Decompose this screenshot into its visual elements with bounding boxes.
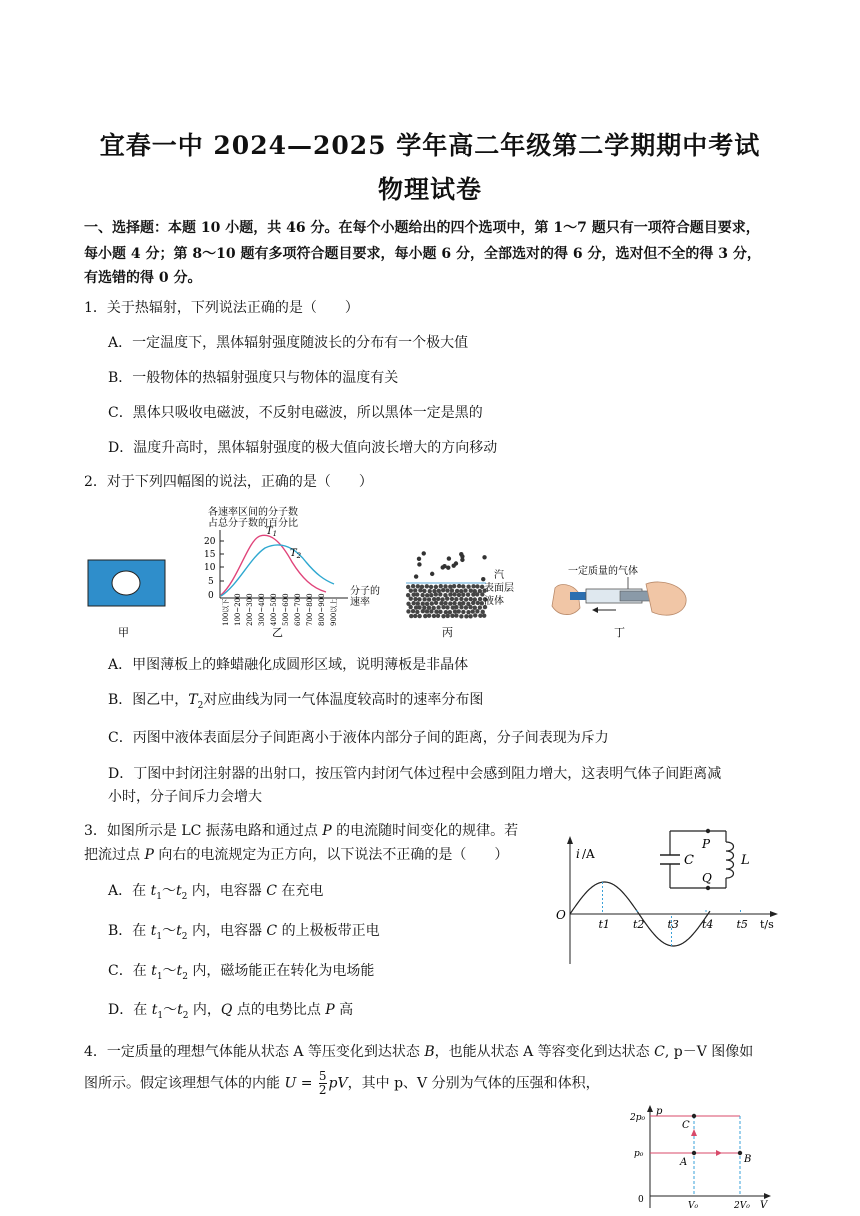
- section-instructions-line-3: 有选错的得 0 分。: [84, 270, 202, 286]
- liquid-molecule: [425, 593, 429, 597]
- liquid-molecule: [418, 588, 422, 592]
- exam-title: 宜春一中 2024—2025 学年高二年级第二学期期中考试: [99, 131, 761, 160]
- figure-yi: [204, 505, 380, 639]
- liquid-molecule: [455, 589, 459, 593]
- section-instructions-line-2: 每小题 4 分；第 8～10 题有多项符合题目要求，每小题 6 分，全部选对的得 6 分，选对但不全的得 3 分，: [84, 246, 761, 262]
- liquid-molecule: [430, 601, 434, 605]
- vapor-molecule: [481, 577, 485, 581]
- liquid-molecule: [448, 592, 452, 596]
- liquid-molecule: [413, 597, 417, 601]
- liquid-molecule: [429, 593, 433, 597]
- graph-title-line-1: 各速率区间的分子数: [208, 507, 298, 518]
- liquid-molecule: [417, 614, 421, 618]
- x-tick: 300~400: [258, 593, 266, 626]
- x-tick: 500~600: [282, 593, 290, 626]
- liquid-molecule: [415, 610, 419, 614]
- liquid-molecule: [406, 585, 410, 589]
- tick-2V0: 2V₀: [734, 1201, 750, 1211]
- liquid-molecule: [457, 584, 461, 588]
- figure-jia: [88, 560, 165, 639]
- vapor-molecule: [417, 557, 421, 561]
- t-tick-label: t1: [598, 918, 610, 931]
- liquid-molecule: [411, 601, 415, 605]
- liquid-molecule: [473, 606, 477, 610]
- liquid-molecule: [452, 601, 456, 605]
- exam-subtitle: 物理试卷: [377, 175, 482, 204]
- vapor-label: 汽: [494, 570, 504, 581]
- liquid-molecule: [471, 584, 475, 588]
- vapor-molecule: [417, 562, 421, 566]
- liquid-molecule: [471, 592, 475, 596]
- arrow-A-to-C: [691, 1129, 697, 1136]
- liquid-molecule: [429, 609, 433, 613]
- liquid-molecule: [441, 605, 445, 609]
- state-A-point: [692, 1151, 696, 1155]
- liquid-molecule: [482, 613, 486, 617]
- syringe-gas-label: 一定质量的气体: [568, 566, 638, 577]
- question-1-option-b: B．一般物体的热辐射强度只与物体的温度有关: [108, 370, 399, 386]
- liquid-molecule: [415, 592, 419, 596]
- x-tick: 900以上: [330, 598, 338, 626]
- liquid-molecule: [434, 585, 438, 589]
- liquid-molecule: [444, 610, 448, 614]
- liquid-molecule: [468, 605, 472, 609]
- liquid-molecule: [452, 592, 456, 596]
- liquid-molecule: [461, 601, 465, 605]
- liquid-molecule: [416, 584, 420, 588]
- liquid-molecule: [454, 613, 458, 617]
- x-tick: 100以下: [222, 598, 230, 626]
- vapor-molecule: [430, 572, 434, 576]
- liquid-molecule: [409, 614, 413, 618]
- liquid-molecule: [406, 593, 410, 597]
- liquid-molecule: [454, 597, 458, 601]
- liquid-molecule: [439, 584, 443, 588]
- liquid-molecule: [466, 592, 470, 596]
- liquid-molecule: [427, 597, 431, 601]
- liquid-molecule: [441, 614, 445, 618]
- vapor-molecule: [460, 558, 464, 562]
- state-B-point: [738, 1151, 742, 1155]
- lc-circuit: [660, 829, 750, 890]
- t-tick-label: t2: [633, 918, 645, 931]
- liquid-molecule: [445, 596, 449, 600]
- question-2-option-a: A．甲图薄板上的蜂蜡融化成圆形区域，说明薄板是非晶体: [108, 657, 469, 673]
- liquid-molecule: [434, 601, 438, 605]
- liquid-molecule: [438, 592, 442, 596]
- liquid-molecule: [440, 597, 444, 601]
- y-tick-20: 20: [204, 537, 216, 547]
- figure-jia-label: 甲: [118, 626, 129, 639]
- liquid-molecule: [476, 601, 480, 605]
- liquid-molecule: [445, 588, 449, 592]
- liquid-molecule: [413, 588, 417, 592]
- vapor-molecule: [482, 555, 486, 559]
- vapor-molecule: [441, 565, 445, 569]
- question-3-figure: [548, 822, 788, 968]
- question-2-option-d-line-1: D．丁图中封闭注射器的出射口，按压管内封闭气体过程中会感到阻力增大，这表明气体子间距离减: [108, 766, 722, 782]
- liquid-molecule: [461, 593, 465, 597]
- question-1-option-d: D．温度升高时，黑体辐射强度的极大值向波长增大的方向移动: [108, 440, 498, 456]
- x-tick: 800~900: [318, 593, 326, 626]
- liquid-molecule: [471, 601, 475, 605]
- vapor-molecule: [414, 574, 418, 578]
- liquid-molecule: [457, 593, 461, 597]
- liquid-molecule: [461, 584, 465, 588]
- syringe-tip: [570, 592, 588, 600]
- melted-wax-circle: [112, 571, 140, 595]
- liquid-molecule: [450, 614, 454, 618]
- curve-T2-label: $T_2$: [290, 548, 302, 560]
- liquid-molecule: [425, 602, 429, 606]
- liquid-molecule: [417, 597, 421, 601]
- liquid-molecule: [446, 614, 450, 618]
- inductor-coil: [726, 842, 734, 878]
- liquid-molecule: [452, 584, 456, 588]
- point-Q: [706, 886, 710, 890]
- liquid-molecule: [428, 589, 432, 593]
- liquid-molecule: [411, 609, 415, 613]
- capacitor-label: C: [684, 853, 694, 868]
- liquid-molecule: [475, 609, 479, 613]
- liquid-molecule: [416, 601, 420, 605]
- liquid-molecule: [468, 614, 472, 618]
- tick-0: 0: [638, 1195, 644, 1205]
- liquid-molecule: [454, 605, 458, 609]
- figure-yi-label: 乙: [272, 626, 283, 639]
- figure-bing: [406, 551, 487, 618]
- liquid-molecule: [413, 614, 417, 618]
- origin-label: O: [556, 908, 566, 922]
- question-3-option-b: B．在 $t_1\sim t_2$ 内，电容器 C 的上极板带正电: [108, 923, 380, 942]
- tick-2p0: 2p₀: [630, 1113, 646, 1123]
- liquid-molecule: [457, 609, 461, 613]
- question-3-option-c: C．在 $t_1\sim t_2$ 内，磁场能正在转化为电场能: [108, 963, 375, 982]
- syringe-plunger: [620, 591, 650, 601]
- figure-ding-label: 丁: [614, 626, 625, 639]
- curve-T1: [221, 535, 326, 595]
- right-hand: [646, 582, 686, 615]
- question-4-line-2: 图所示。假定该理想气体的内能 U = $\frac{5}{2}$ pV，其中 p、V 分别为气体的压强和体积，: [84, 1069, 600, 1097]
- liquid-molecule: [425, 584, 429, 588]
- y-tick-0: 0: [208, 591, 214, 601]
- inductor-label: L: [741, 853, 750, 868]
- liquid-molecule: [448, 584, 452, 588]
- point-Q-label: Q: [702, 871, 712, 885]
- y-tick-15: 15: [204, 550, 216, 560]
- liquid-molecule: [448, 610, 452, 614]
- t-axis-label: t/s: [760, 918, 774, 931]
- liquid-molecule: [420, 593, 424, 597]
- question-2-stem: 2．对于下列四幅图的说法，正确的是（ ）: [84, 474, 373, 490]
- liquid-molecule: [450, 588, 454, 592]
- liquid-molecule: [459, 614, 463, 618]
- liquid-molecule: [417, 605, 421, 609]
- graph-x-label-line-1: 分子的: [350, 586, 380, 597]
- v-axis-label: V: [760, 1200, 768, 1211]
- surface-layer-label: 表面层: [484, 583, 514, 594]
- liquid-molecule: [464, 605, 468, 609]
- x-tick: 100~200: [234, 593, 242, 626]
- state-B-label: B: [744, 1154, 752, 1165]
- liquid-molecule: [411, 584, 415, 588]
- liquid-molecule: [441, 588, 445, 592]
- graph-x-label-line-2: 速率: [350, 597, 370, 608]
- question-1-stem: 1．关于热辐射，下列说法正确的是（ ）: [84, 300, 359, 316]
- liquid-molecule: [448, 601, 452, 605]
- tick-p0: p₀: [634, 1149, 644, 1159]
- x-tick: 600~700: [294, 593, 302, 626]
- p-axis-label: p: [656, 1106, 663, 1117]
- liquid-molecule: [469, 597, 473, 601]
- liquid-molecule: [439, 601, 443, 605]
- y-tick-10: 10: [204, 563, 216, 573]
- vapor-molecule: [452, 563, 456, 567]
- question-2-option-b: B．图乙中，$T_2$对应曲线为同一气体温度较高时的速率分布图: [108, 692, 484, 711]
- state-A-label: A: [680, 1157, 688, 1168]
- x-tick: 700~800: [306, 593, 314, 626]
- question-4-line-1: 4．一定质量的理想气体能从状态 A 等压变化到达状态 B，也能从状态 A 等容变化到达状态 C, p－V 图像如: [84, 1044, 754, 1060]
- liquid-molecule: [443, 601, 447, 605]
- liquid-molecule: [421, 602, 425, 606]
- section-instructions-line-1: 一、选择题：本题 10 小题，共 46 分。在每个小题给出的四个选项中，第 1～7 题只有一项符合题目要求，: [84, 220, 760, 236]
- liquid-molecule: [445, 605, 449, 609]
- fraction-5-2: $\frac{5}{2}$: [318, 1069, 327, 1097]
- liquid-molecule: [436, 605, 440, 609]
- i-axis-unit: /A: [582, 847, 595, 861]
- question-3-stem-line-2: 把流过点 P 向右的电流规定为正方向，以下说法不正确的是（ ）: [84, 847, 509, 863]
- question-2-option-d-line-2: 小时，分子间斥力会增大: [108, 789, 262, 805]
- i-axis-label: i: [576, 847, 580, 861]
- liquid-molecule: [464, 614, 468, 618]
- liquid-molecule: [453, 609, 457, 613]
- liquid-molecule: [421, 609, 425, 613]
- liquid-molecule: [427, 606, 431, 610]
- liquid-molecule: [408, 605, 412, 609]
- question-4-pv-graph: [628, 1102, 778, 1214]
- figure-bing-label: 丙: [442, 626, 453, 639]
- liquid-molecule: [475, 592, 479, 596]
- graph-title-line-2: 占总分子数的百分比: [208, 518, 298, 529]
- liquid-molecule: [429, 585, 433, 589]
- liquid-molecule: [436, 614, 440, 618]
- liquid-molecule: [443, 584, 447, 588]
- curve-T1-label: $T_1$: [266, 526, 278, 538]
- vapor-molecule: [422, 551, 426, 555]
- question-1-option-c: C．黑体只吸收电磁波，不反射电磁波，所以黑体一定是黑的: [108, 405, 483, 421]
- liquid-molecule: [425, 609, 429, 613]
- liquid-molecule: [409, 588, 413, 592]
- liquid-molecule: [422, 589, 426, 593]
- question-2-figures: [80, 500, 800, 645]
- liquid-molecule: [450, 597, 454, 601]
- liquid-molecule: [478, 597, 482, 601]
- question-3-option-a: A．在 $t_1\sim t_2$ 内，电容器 C 在充电: [108, 883, 324, 902]
- arrow-A-to-B: [716, 1150, 722, 1156]
- liquid-molecule: [459, 605, 463, 609]
- liquid-molecule: [436, 597, 440, 601]
- liquid-molecule: [432, 614, 436, 618]
- question-1-option-a: A．一定温度下，黑体辐射强度随波长的分布有一个极大值: [108, 335, 469, 351]
- y-tick-5: 5: [208, 577, 214, 587]
- liquid-molecule: [438, 610, 442, 614]
- liquid-molecule: [478, 605, 482, 609]
- liquid-molecule: [466, 584, 470, 588]
- vapor-molecule: [447, 556, 451, 560]
- liquid-molecule: [434, 592, 438, 596]
- figure-ding: [552, 564, 686, 639]
- liquid-molecule: [463, 588, 467, 592]
- liquid-label: 液体: [484, 596, 504, 607]
- t-tick-label: t3: [667, 918, 679, 931]
- t-tick-label: t5: [736, 918, 748, 931]
- liquid-molecule: [423, 614, 427, 618]
- liquid-molecule: [434, 609, 438, 613]
- point-P-label: P: [702, 837, 711, 851]
- question-3-option-d: D．在 $t_1\sim t_2$ 内，Q 点的电势比点 P 高: [108, 1002, 354, 1021]
- liquid-molecule: [471, 609, 475, 613]
- state-C-label: C: [682, 1120, 690, 1131]
- liquid-molecule: [466, 610, 470, 614]
- liquid-molecule: [473, 613, 477, 617]
- liquid-molecule: [459, 597, 463, 601]
- liquid-molecule: [422, 597, 426, 601]
- question-2-option-c: C．丙图中液体表面层分子间距离小于液体内部分子间的距离，分子间表现为斥力: [108, 730, 609, 746]
- question-3-stem-line-1: 3．如图所示是 LC 振荡电路和通过点 P 的电流随时间变化的规律。若: [84, 823, 519, 839]
- state-C-point: [692, 1114, 696, 1118]
- liquid-molecule: [469, 588, 473, 592]
- liquid-molecule: [478, 614, 482, 618]
- liquid-molecule: [406, 609, 410, 613]
- x-tick: 200~300: [246, 593, 254, 626]
- liquid-molecule: [427, 614, 431, 618]
- push-arrow: [592, 607, 598, 613]
- x-tick: 400~500: [270, 593, 278, 626]
- liquid-molecule: [481, 610, 485, 614]
- liquid-molecule: [464, 597, 468, 601]
- liquid-molecule: [409, 597, 413, 601]
- t-tick-label: t4: [702, 918, 714, 931]
- point-P: [706, 829, 710, 833]
- liquid-molecule: [475, 584, 479, 588]
- tick-V0: V₀: [688, 1201, 699, 1211]
- liquid-molecule: [461, 610, 465, 614]
